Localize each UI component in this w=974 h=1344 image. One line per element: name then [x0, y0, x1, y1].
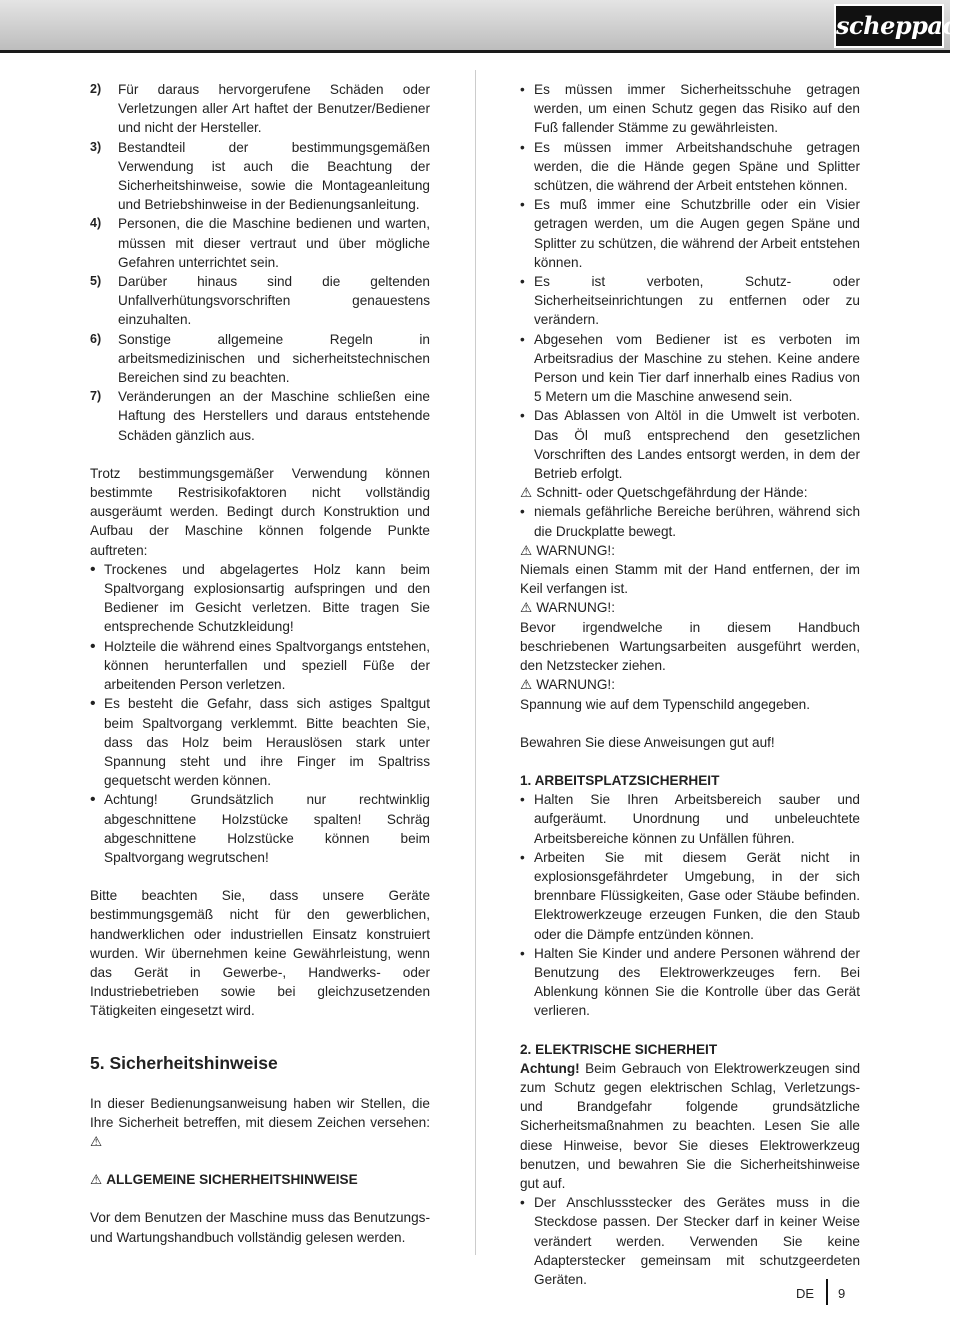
list-item: 3) Bestandteil der bestimmungsgemäßen Verwendung ist auch die Beachtung der Sicherheitshinweise, sowie die Montageanleitung und Betriebshinweise in der Bedienungsanleitung.	[90, 139, 430, 213]
list-item: • Es müssen immer Arbeitshandschuhe getragen werden, die die Hände gegen Späne und Splitter schützen, die während der Arbeit entstehen können.	[520, 138, 860, 196]
list-item: • Holzteile die während eines Spaltvorgangs entstehen, können herunterfallen und speziell Füße der arbeitenden Person verletzen.	[90, 637, 430, 695]
electrical-heading: 2. ELEKTRISCHE SICHERHEIT	[520, 1041, 718, 1057]
list-item: 5) Darüber hinaus sind die geltenden Unfallverhütungsvorschriften genauestens einzuhalten.	[90, 274, 430, 328]
warning-text-1: Niemals einen Stamm mit der Hand entfernen, der im Keil verfangen ist.	[520, 562, 860, 597]
warning-label: ⚠ WARNUNG!:	[520, 541, 860, 560]
list-item: • Es besteht die Gefahr, dass sich astiges Spaltgut beim Spaltvorgang verklemmt. Bitte beachten Sie, dass das Holz beim Herauslösen stark unter Spannung steht und ihre Finger im Spaltriss gequetscht werden können.	[90, 694, 430, 790]
warning-label: ⚠ WARNUNG!:	[520, 675, 860, 694]
list-item: • Arbeiten Sie mit diesem Gerät nicht in explosionsgefährdeter Umgebung, in der sich brennbare Flüssigkeiten, Gase oder Stäube befinden. Elektrowerkzeuge erzeugen Funken, die den Staub oder die Dämpfe entzünden können.	[520, 848, 860, 944]
warning-icon: ⚠	[520, 542, 533, 558]
residual-intro: Trotz bestimmungsgemäßer Verwendung können bestimmte Restrisikofaktoren nicht vollständig ausgeräumt werden. Bedingt durch Konstruktion und Aufbau der Maschine können folgende Punkte auftreten:	[90, 465, 430, 558]
footer-language: DE	[796, 1286, 815, 1301]
warning-icon: ⚠	[90, 1172, 103, 1188]
residual-list	[90, 560, 430, 867]
keep-instructions: Bewahren Sie diese Anweisungen gut auf!	[520, 734, 775, 750]
brand-logo: scheppach	[834, 4, 944, 48]
list-item: • Es muß immer eine Schutzbrille oder ein Visier getragen werden, um die Augen gegen Späne und Splitter zu schützen, die während der Arbeit entstehen können.	[520, 195, 860, 272]
list-item: • Achtung! Grundsätzlich nur rechtwinklig abgeschnittene Holzstücke spalten! Schräg abgeschnittene Holzstücke können beim Spaltvorgang wegrutschen!	[90, 790, 430, 867]
workplace-heading: 1. ARBEITSPLATZSICHERHEIT	[520, 772, 720, 788]
warning-text-2: Bevor irgendwelche in diesem Handbuch beschriebenen Wartungsarbeiten ausgeführt werden, den Netzstecker ziehen.	[520, 619, 860, 674]
electrical-text: Achtung! Beim Gebrauch von Elektrowerkzeugen sind zum Schutz gegen elektrischen Schlag, Verletzungs- und Brandgefahr folgende grundsätzliche Sicherheitsmaßnahmen zu beachten. Lesen Sie alle diese Hinweise, bevor Sie dieses Elektrowerkzeug benutzen, und bewahren Sie die Sicherheitshinweise gut auf.	[520, 1060, 860, 1191]
list-item: • Es müssen immer Sicherheitsschuhe getragen werden, um einen Schutz gegen das Risiko auf den Fuß fallender Stämme zu gewährleisten.	[520, 80, 860, 138]
list-item: • Trockenes und abgelagertes Holz kann beim Spaltvorgang explosionsartig aufspringen und den Bediener im Gesicht verletzen. Bitte tragen Sie entsprechende Schutzkleidung!	[90, 560, 430, 637]
numbered-list	[90, 80, 430, 445]
warning-icon: ⚠	[520, 600, 533, 616]
commercial-note: Bitte beachten Sie, dass unsere Geräte bestimmungsgemäß nicht für den gewerblichen, handwerklichen oder industriellen Einsatz konstruiert wurden. Wir übernehmen keine Gewährleistung, wenn das Gerät in Gewerbe-, Handwerks- oder Industriebetrieben sowie bei gleichzusetzenden Tätigkeiten eingesetzt wird.	[90, 888, 430, 1019]
list-item: • Das Ablassen von Altöl in die Umwelt ist verboten. Das Öl muß entsprechend den gesetzlichen Vorschriften des Landes entsorgt werden, in dem der Betrieb erfolgt.	[520, 406, 860, 483]
list-item: • Der Anschlussstecker des Gerätes muss in die Steckdose passen. Der Stecker darf in keiner Weise verändert werden. Verwenden Sie keine Adapterstecker gemeinsam mit schutzgeerdeten Geräten.	[520, 1193, 860, 1289]
section-title: 5. Sicherheitshinweise	[90, 1052, 278, 1073]
list-item: • niemals gefährliche Bereiche berühren, während sich die Druckplatte bewegt.	[520, 502, 860, 540]
electrical-list	[520, 1193, 860, 1289]
section-intro: In dieser Bedienungsanweisung haben wir Stellen, die Ihre Sicherheit betreffen, mit diesem Zeichen versehen: ⚠	[90, 1095, 430, 1149]
list-item: • Halten Sie Ihren Arbeitsbereich sauber und aufgeräumt. Unordnung und unbeleuchtete Arbeitsbereiche können zu Unfällen führen.	[520, 790, 860, 848]
warning-text-3: Spannung wie auf dem Typenschild angegeben.	[520, 696, 810, 712]
header-bar	[0, 0, 974, 53]
cut-list	[520, 502, 860, 540]
column-divider	[475, 70, 476, 1255]
list-item: • Es ist verboten, Schutz- oder Sicherheitseinrichtungen zu entfernen oder zu verändern.	[520, 272, 860, 330]
general-text: Vor dem Benutzen der Maschine muss das Benutzungs- und Wartungshandbuch vollständig gelesen werden.	[90, 1210, 430, 1245]
footer-divider	[826, 1279, 828, 1305]
warning-icon: ⚠	[520, 485, 533, 501]
warning-label: ⚠ WARNUNG!:	[520, 598, 860, 617]
page-number: 9	[838, 1286, 846, 1301]
list-item: 2) Für daraus hervorgerufene Schäden oder Verletzungen aller Art haftet der Benutzer/Bediener und nicht der Hersteller.	[90, 82, 430, 136]
left-column	[90, 80, 430, 1247]
warning-icon: ⚠	[520, 677, 533, 693]
right-column	[520, 80, 860, 1289]
workplace-list	[520, 790, 860, 1020]
general-heading: ⚠ ALLGEMEINE SICHERHEITSHINWEISE	[90, 1170, 430, 1189]
list-item: 7) Veränderungen an der Maschine schließen eine Haftung des Herstellers und daraus entstehende Schäden gänzlich aus.	[90, 389, 430, 443]
cut-warning: ⚠ Schnitt- oder Quetschgefährdung der Hände:	[520, 483, 860, 502]
list-item: • Halten Sie Kinder und andere Personen während der Benutzung des Elektrowerkzeuges fern. Bei Ablenkung können Sie die Kontrolle über das Gerät verlieren.	[520, 944, 860, 1021]
list-item: 4) Personen, die die Maschine bedienen und warten, müssen mit dieser vertraut und über mögliche Gefahren unterrichtet sein.	[90, 216, 430, 270]
protective-list	[520, 80, 860, 483]
list-item: 6) Sonstige allgemeine Regeln in arbeitsmedizinischen und sicherheitstechnischen Bereichen sind zu beachten.	[90, 331, 430, 386]
list-item: • Abgesehen vom Bediener ist es verboten im Arbeitsradius der Maschine zu stehen. Keine andere Person und kein Tier darf innerhalb eines Radius von 5 Metern um die Maschine anwesend sein.	[520, 330, 860, 407]
